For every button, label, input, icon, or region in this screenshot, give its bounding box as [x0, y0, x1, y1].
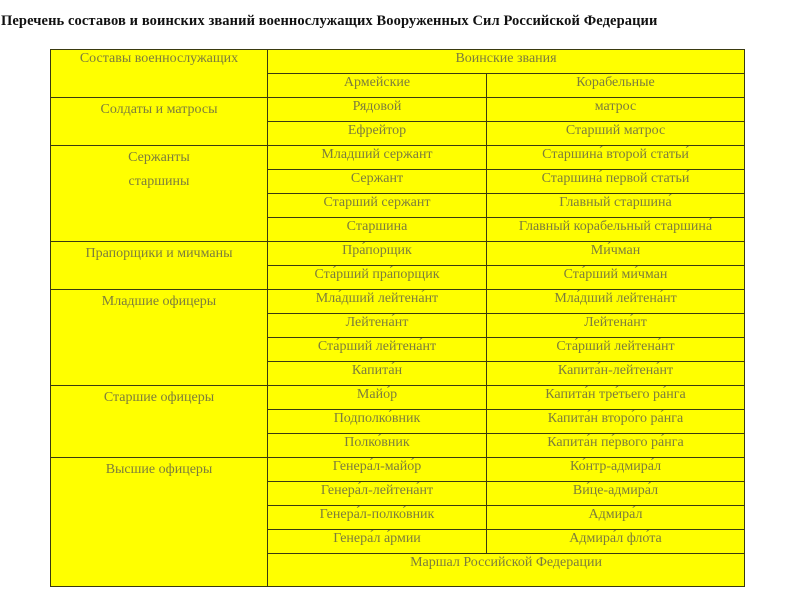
- navy-rank-cell: Старшина́ первой статьи́: [487, 170, 745, 194]
- header-ranks: Воинские звания: [268, 50, 745, 74]
- table-row: [51, 242, 745, 266]
- composition-cell: [51, 98, 268, 146]
- army-rank-cell: Ста́рший лейтена́нт: [268, 338, 487, 362]
- composition-cell: [51, 458, 268, 587]
- army-rank-cell: Пра́порщик: [268, 242, 487, 266]
- army-rank-cell: Полко́вник: [268, 434, 487, 458]
- page-title: Перечень составов и воинских званий военнослужащих Вооруженных Сил Российской Федерации: [1, 13, 658, 29]
- header-compositions: Составы военнослужащих: [51, 50, 268, 98]
- army-rank-cell: Младший сержант: [268, 146, 487, 170]
- table-row: [51, 290, 745, 314]
- composition-name: Старшие офицеры: [103, 390, 215, 405]
- navy-rank-cell: Капита́н тре́тьего ра́нга: [487, 386, 745, 410]
- navy-rank-cell: Мла́дший лейтена́нт: [487, 290, 745, 314]
- navy-rank-cell: матрос: [487, 98, 745, 122]
- army-rank-cell: Старший сержант: [268, 194, 487, 218]
- army-rank-cell: Подполко́вник: [268, 410, 487, 434]
- joint-rank-cell: Маршал Российской Федерации: [268, 554, 745, 587]
- composition-cell: [51, 386, 268, 458]
- army-rank-cell: Ста́рший пра́порщик: [268, 266, 487, 290]
- composition-name: Высшие офицеры: [105, 462, 213, 477]
- header-row: [51, 50, 745, 74]
- navy-rank-cell: Адмира́л: [487, 506, 745, 530]
- composition-cell: [51, 242, 268, 290]
- army-rank-cell: Майо́р: [268, 386, 487, 410]
- navy-rank-cell: Лейтена́нт: [487, 314, 745, 338]
- army-rank-cell: Генера́л а́рмии: [268, 530, 487, 554]
- navy-rank-cell: Адмира́л фло́та: [487, 530, 745, 554]
- navy-rank-cell: Капита́н второ́го ра́нга: [487, 410, 745, 434]
- table-row: [51, 98, 745, 122]
- navy-rank-cell: Главный старшина́: [487, 194, 745, 218]
- army-rank-cell: Капита́н: [268, 362, 487, 386]
- composition-name: Солдаты и матросы: [100, 102, 218, 117]
- subheader-army: Армейские: [268, 74, 487, 98]
- navy-rank-cell: Капита́н-лейтена́нт: [487, 362, 745, 386]
- army-rank-cell: Генера́л-майо́р: [268, 458, 487, 482]
- army-rank-cell: Старшина: [268, 218, 487, 242]
- navy-rank-cell: Ко́нтр-адмира́л: [487, 458, 745, 482]
- army-rank-cell: Генера́л-лейтена́нт: [268, 482, 487, 506]
- navy-rank-cell: Главный корабельный старшина́: [487, 218, 745, 242]
- navy-rank-cell: Ста́рший лейтена́нт: [487, 338, 745, 362]
- composition-name: Младшие офицеры: [101, 294, 217, 309]
- army-rank-cell: Рядовой: [268, 98, 487, 122]
- navy-rank-cell: Старшина́ второй статьи́: [487, 146, 745, 170]
- table-row: [51, 458, 745, 482]
- army-rank-cell: Ефрейтор: [268, 122, 487, 146]
- army-rank-cell: Генера́л-полко́вник: [268, 506, 487, 530]
- ranks-table: [50, 49, 745, 587]
- composition-name: Прапорщики и мичманы: [85, 246, 233, 261]
- composition-cell: [51, 146, 268, 242]
- table-row: [51, 146, 745, 170]
- navy-rank-cell: Ста́рший ми́чман: [487, 266, 745, 290]
- table-row: [51, 386, 745, 410]
- composition-name: старшины: [128, 174, 190, 189]
- navy-rank-cell: Ми́чман: [487, 242, 745, 266]
- composition-cell: [51, 290, 268, 386]
- navy-rank-cell: Капита́н пе́рвого ра́нга: [487, 434, 745, 458]
- army-rank-cell: Мла́дший лейтена́нт: [268, 290, 487, 314]
- army-rank-cell: Лейтена́нт: [268, 314, 487, 338]
- army-rank-cell: Сержант: [268, 170, 487, 194]
- subheader-navy: Корабельные: [487, 74, 745, 98]
- navy-rank-cell: Старший матрос: [487, 122, 745, 146]
- composition-name: Сержанты: [128, 150, 190, 165]
- navy-rank-cell: Ви́це-адмира́л: [487, 482, 745, 506]
